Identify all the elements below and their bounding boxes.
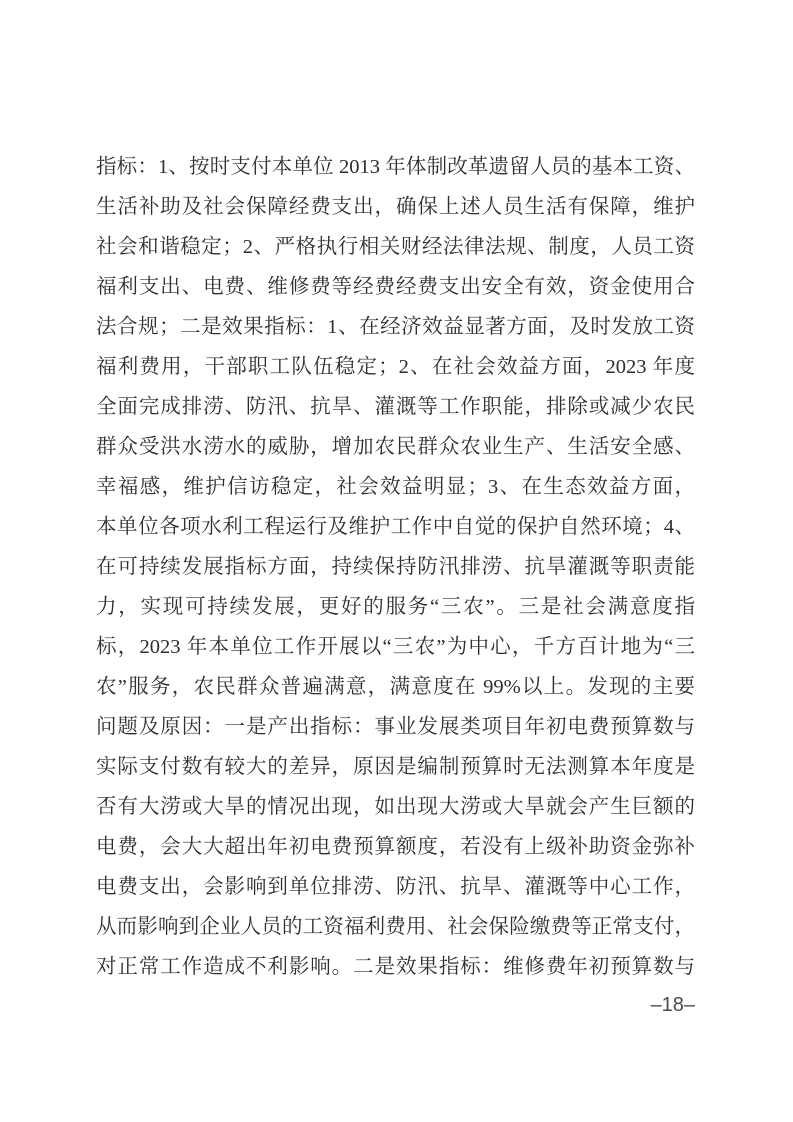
- text-line: 福利费用，干部职工队伍稳定；2、在社会效益方面，2023 年度: [96, 356, 695, 378]
- body-text: [96, 147, 695, 987]
- text-line: 本单位各项水利工程运行及维护工作中自觉的保护自然环境；4、: [96, 516, 695, 538]
- text-line: 指标：1、按时支付本单位 2013 年体制改革遗留人员的基本工资、: [96, 156, 695, 178]
- text-line: 在可持续发展指标方面，持续保持防汛排涝、抗旱灌溉等职责能: [96, 556, 695, 578]
- text-line: 社会和谐稳定；2、严格执行相关财经法律法规、制度，人员工资: [96, 236, 695, 258]
- text-line: 电费支出，会影响到单位排涝、防汛、抗旱、灌溉等中心工作，: [96, 876, 695, 898]
- text-line: 实际支付数有较大的差异，原因是编制预算时无法测算本年度是: [96, 756, 695, 778]
- text-line: 问题及原因：一是产出指标：事业发展类项目年初电费预算数与: [96, 716, 695, 738]
- text-line: 群众受洪水涝水的威胁，增加农民群众农业生产、生活安全感、: [96, 436, 695, 458]
- text-line: 福利支出、电费、维修费等经费经费支出安全有效，资金使用合: [96, 276, 695, 298]
- page-number: –18–: [650, 994, 695, 1016]
- text-line: 幸福感，维护信访稳定，社会效益明显；3、在生态效益方面，: [96, 476, 695, 498]
- text-line: 从而影响到企业人员的工资福利费用、社会保险缴费等正常支付，: [96, 916, 695, 938]
- text-line: 对正常工作造成不利影响。二是效果指标：维修费年初预算数与: [96, 956, 695, 978]
- text-line: 力，实现可持续发展，更好的服务“三农”。三是社会满意度指: [96, 596, 695, 618]
- text-line: 标，2023 年本单位工作开展以“三农”为中心，千方百计地为“三: [96, 636, 695, 658]
- text-line: 否有大涝或大旱的情况出现，如出现大涝或大旱就会产生巨额的: [96, 796, 695, 818]
- text-line: 法合规；二是效果指标：1、在经济效益显著方面，及时发放工资: [96, 316, 695, 338]
- text-line: 农”服务，农民群众普遍满意，满意度在 99%以上。发现的主要: [96, 676, 695, 698]
- text-line: 生活补助及社会保障经费支出，确保上述人员生活有保障，维护: [96, 196, 695, 218]
- text-line: 全面完成排涝、防汛、抗旱、灌溉等工作职能，排除或减少农民: [96, 396, 695, 418]
- text-line: 电费，会大大超出年初电费预算额度，若没有上级补助资金弥补: [96, 836, 695, 858]
